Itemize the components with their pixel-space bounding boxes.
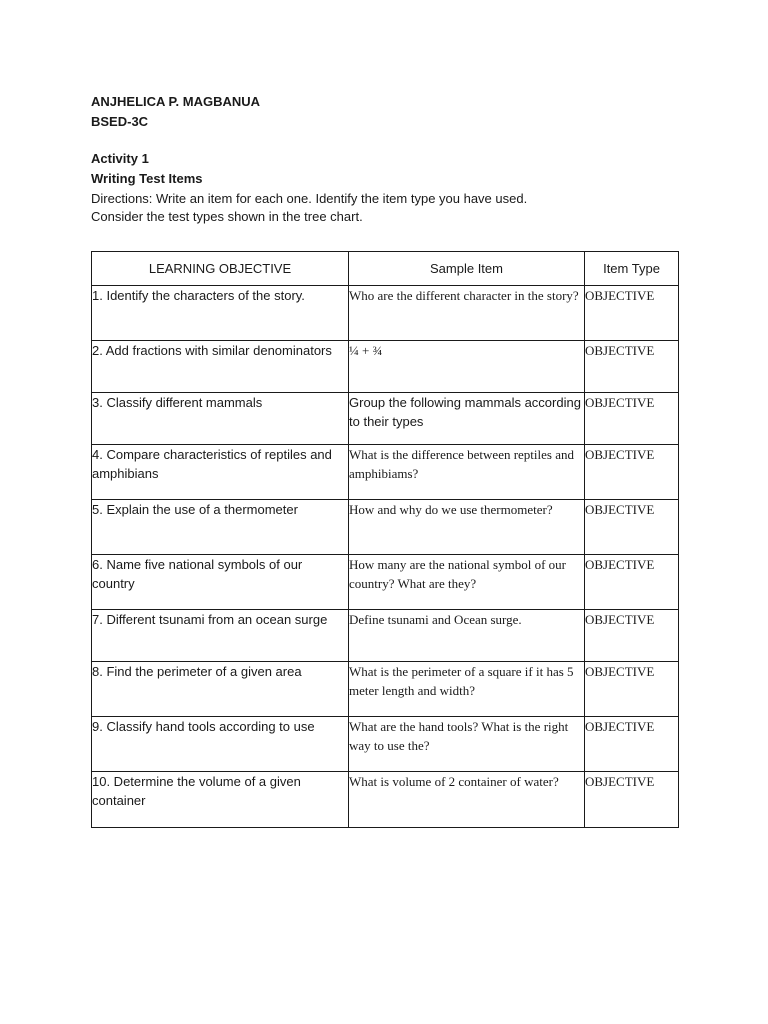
item-type-cell: OBJECTIVE	[585, 393, 679, 445]
activity-subtitle: Writing Test Items	[91, 171, 203, 186]
objective-cell: 3. Classify different mammals	[92, 393, 349, 445]
activity-title: Activity 1	[91, 151, 149, 166]
sample-item-cell: How and why do we use thermometer?	[349, 500, 585, 555]
item-type-cell: OBJECTIVE	[585, 610, 679, 662]
objective-cell: 1. Identify the characters of the story.	[92, 286, 349, 341]
sample-item-cell: What is the perimeter of a square if it has 5 meter length and width?	[349, 662, 585, 717]
table-row	[92, 341, 679, 393]
table-row	[92, 662, 679, 717]
item-type-cell: OBJECTIVE	[585, 341, 679, 393]
objective-cell: 8. Find the perimeter of a given area	[92, 662, 349, 717]
table-row	[92, 772, 679, 828]
item-type-cell: OBJECTIVE	[585, 500, 679, 555]
directions	[91, 190, 691, 226]
sample-item-cell: Group the following mammals according to their types	[349, 393, 585, 445]
item-type-cell: OBJECTIVE	[585, 286, 679, 341]
objective-cell: 9. Classify hand tools according to use	[92, 717, 349, 772]
directions-line-2: Consider the test types shown in the tree chart.	[91, 209, 363, 224]
test-items-table	[91, 251, 679, 828]
sample-item-cell: What is the difference between reptiles and amphibiams?	[349, 445, 585, 500]
objective-cell: 7. Different tsunami from an ocean surge	[92, 610, 349, 662]
item-type-cell: OBJECTIVE	[585, 662, 679, 717]
header-sample-item: Sample Item	[349, 252, 585, 286]
table-row	[92, 445, 679, 500]
table-row	[92, 610, 679, 662]
item-type-cell: OBJECTIVE	[585, 772, 679, 828]
objective-cell: 2. Add fractions with similar denominators	[92, 341, 349, 393]
document-header	[91, 92, 691, 226]
table-row	[92, 393, 679, 445]
item-type-cell: OBJECTIVE	[585, 717, 679, 772]
item-type-cell: OBJECTIVE	[585, 555, 679, 610]
sample-item-cell: Who are the different character in the story?	[349, 286, 585, 341]
sample-item-cell: How many are the national symbol of our country? What are they?	[349, 555, 585, 610]
objective-cell: 5. Explain the use of a thermometer	[92, 500, 349, 555]
table-row	[92, 500, 679, 555]
table-row	[92, 717, 679, 772]
sample-item-cell: ¼ + ¾	[349, 341, 585, 393]
objective-cell: 6. Name five national symbols of our country	[92, 555, 349, 610]
objective-cell: 4. Compare characteristics of reptiles and amphibians	[92, 445, 349, 500]
header-learning-objective: LEARNING OBJECTIVE	[92, 252, 349, 286]
student-course: BSED-3C	[91, 114, 149, 129]
table-row	[92, 555, 679, 610]
table-row	[92, 286, 679, 341]
header-item-type: Item Type	[585, 252, 679, 286]
sample-item-cell: What are the hand tools? What is the right way to use the?	[349, 717, 585, 772]
sample-item-cell: What is volume of 2 container of water?	[349, 772, 585, 828]
student-name: ANJHELICA P. MAGBANUA	[91, 94, 261, 109]
objective-cell: 10. Determine the volume of a given container	[92, 772, 349, 828]
item-type-cell: OBJECTIVE	[585, 445, 679, 500]
table-header-row	[92, 252, 679, 286]
sample-item-cell: Define tsunami and Ocean surge.	[349, 610, 585, 662]
directions-line-1: Directions: Write an item for each one. Identify the item type you have used.	[91, 191, 528, 206]
